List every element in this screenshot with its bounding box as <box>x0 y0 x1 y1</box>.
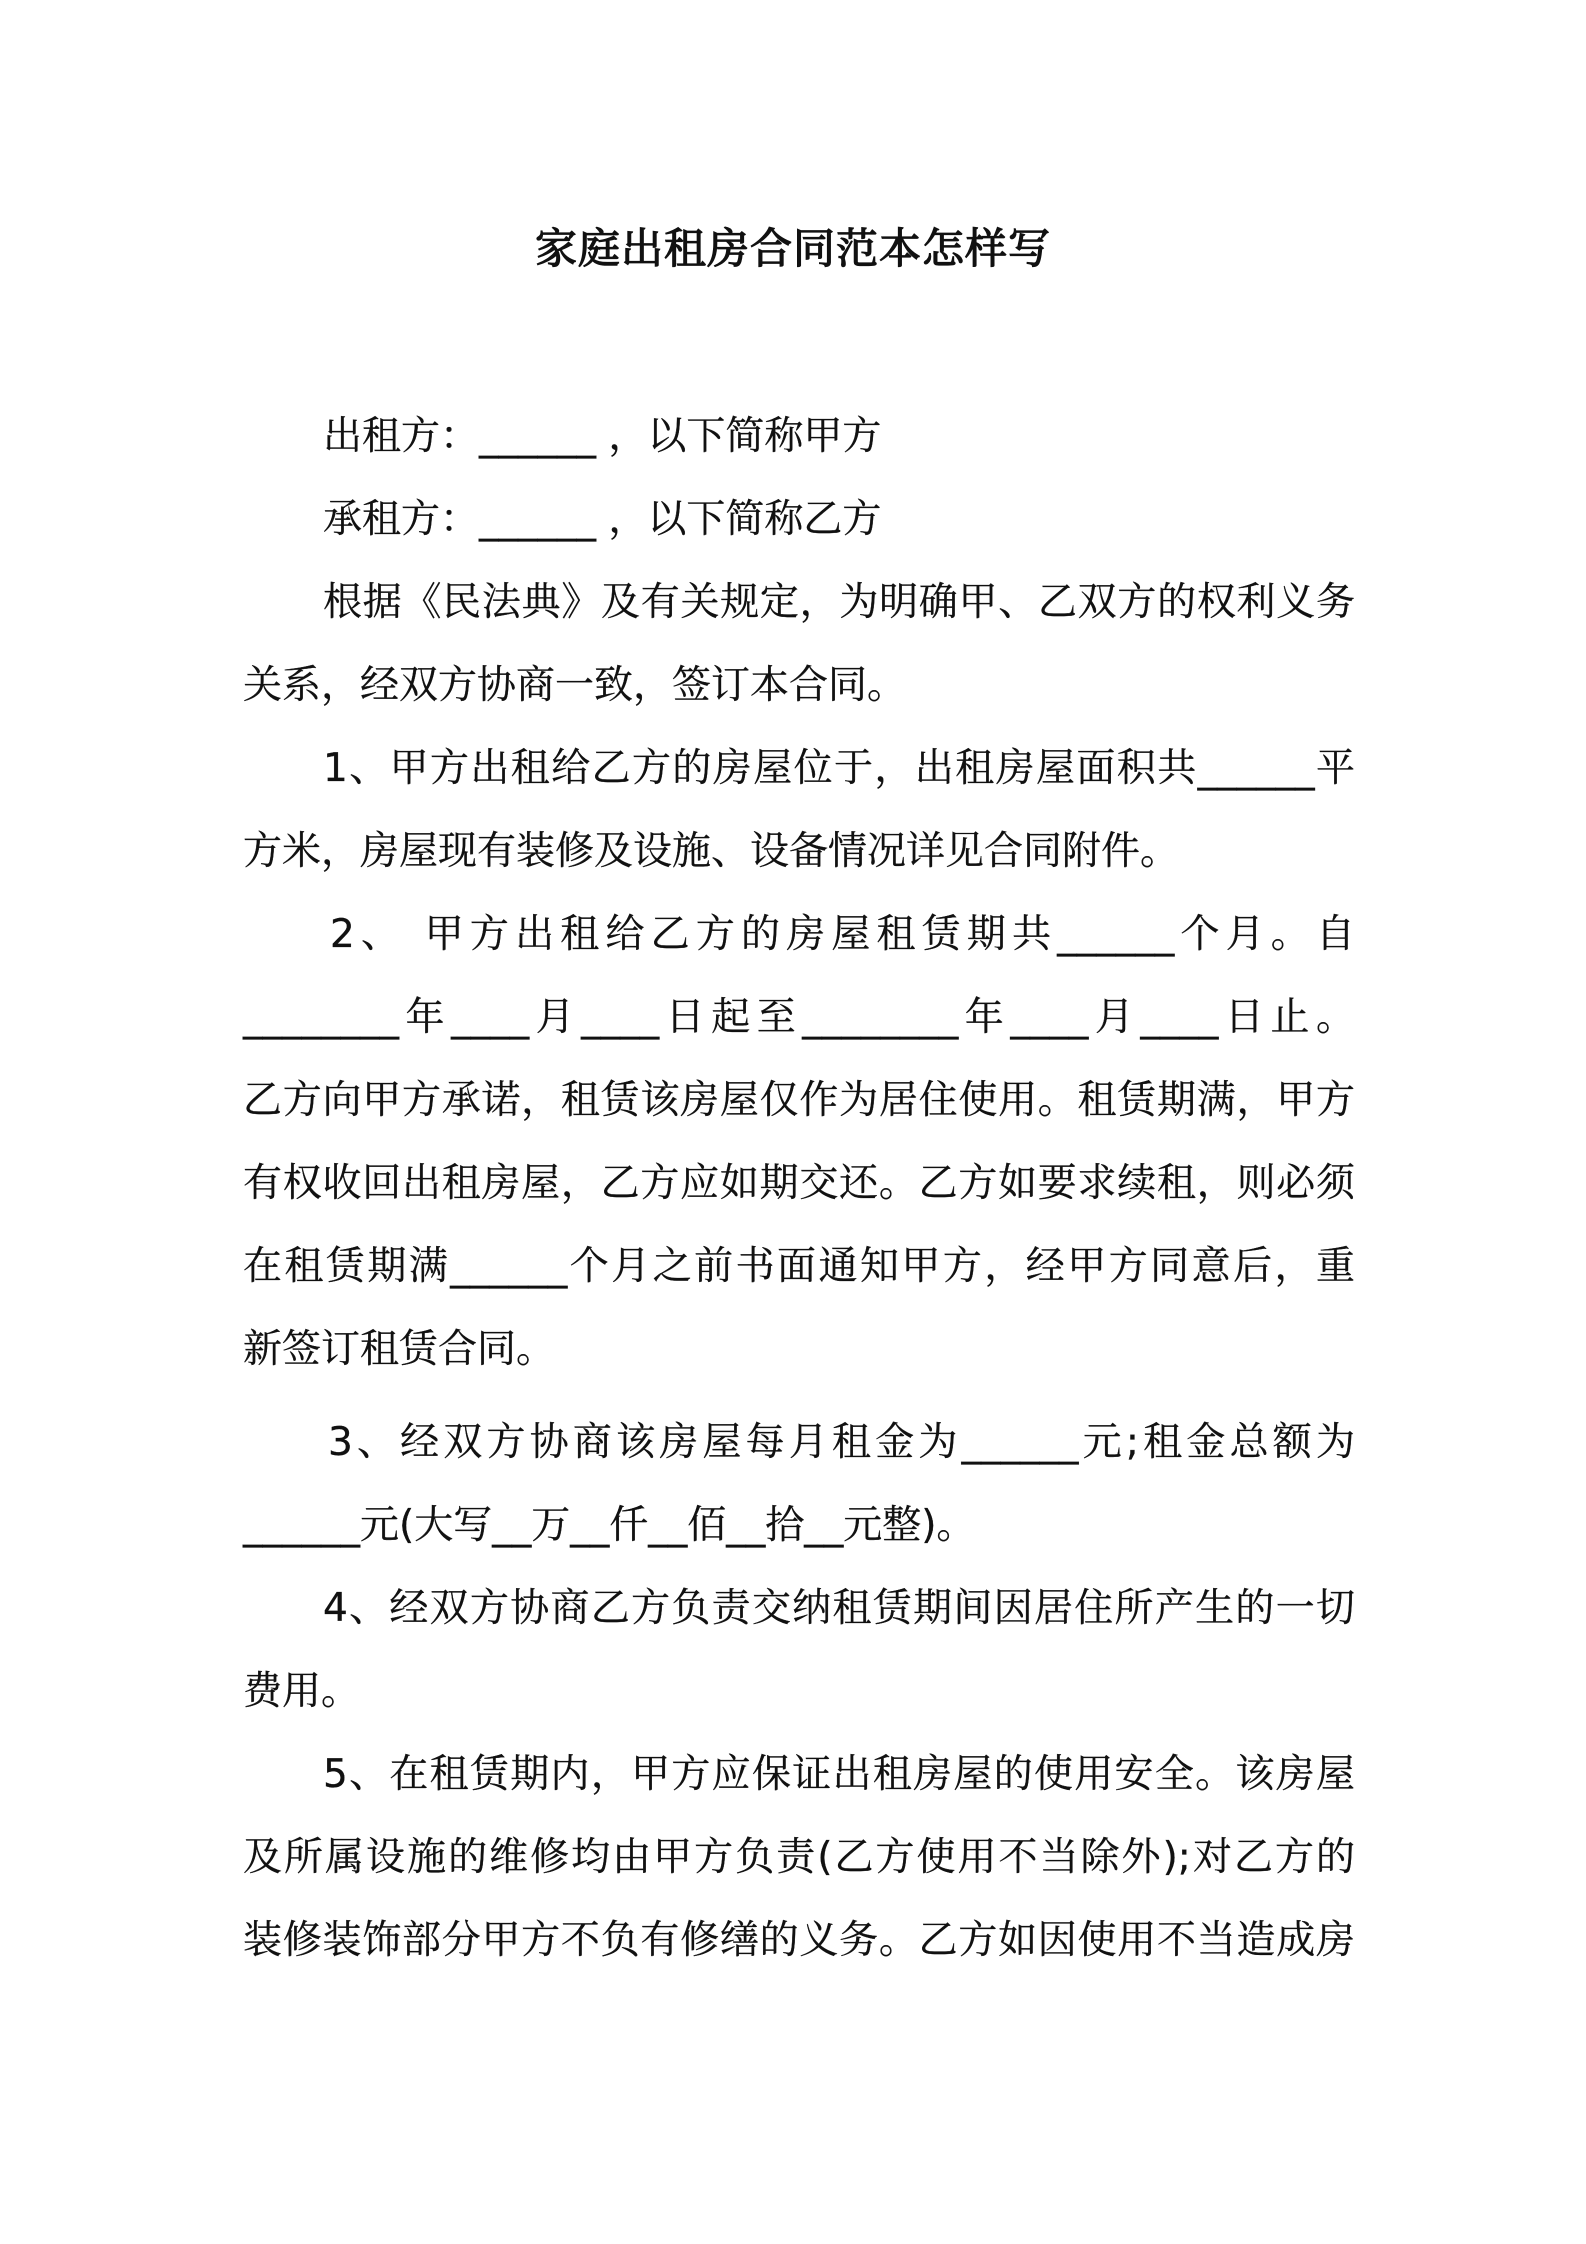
paragraph-line: 关系，经双方协商一致，签订本合同。 <box>243 663 907 708</box>
paragraph-line: 乙方向甲方承诺，租赁该房屋仅作为居住使用。租赁期满，甲方 <box>243 1078 1355 1123</box>
paragraph-line: 装修装饰部分甲方不负有修缮的义务。乙方如因使用不当造成房 <box>243 1918 1355 1963</box>
document-title: 家庭出租房合同范本怎样写 <box>534 224 1051 273</box>
paragraph-line: 新签订租赁合同。 <box>243 1327 556 1372</box>
paragraph-line: 及所属设施的维修均由甲方负责(乙方使用不当除外);对乙方的 <box>243 1835 1355 1880</box>
lessee-line: 承租方：______ ，以下简称乙方 <box>323 497 882 542</box>
paragraph-line: 3、经双方协商该房屋每月租金为______元;租金总额为 <box>328 1420 1355 1465</box>
paragraph-line: 根据《民法典》及有关规定，为明确甲、乙双方的权利义务 <box>323 580 1355 625</box>
paragraph-line: 5、在租赁期内，甲方应保证出租房屋的使用安全。该房屋 <box>323 1752 1355 1797</box>
paragraph-line: 费用。 <box>243 1669 361 1714</box>
paragraph-line: ______元(大写__万__仟__佰__拾__元整)。 <box>243 1503 976 1548</box>
paragraph-line: 有权收回出租房屋，乙方应如期交还。乙方如要求续租，则必须 <box>243 1161 1355 1206</box>
paragraph-line: ________年____月____日起至________年____月____日止。 <box>243 995 1355 1040</box>
paragraph-line: 方米，房屋现有装修及设施、设备情况详见合同附件。 <box>243 829 1180 874</box>
paragraph-line: 2、 甲方出租给乙方的房屋租赁期共______个月。自 <box>330 912 1355 957</box>
lessor-line: 出租方：______ ，以下简称甲方 <box>323 414 882 459</box>
paragraph-line: 4、经双方协商乙方负责交纳租赁期间因居住所产生的一切 <box>323 1586 1355 1631</box>
paragraph-line: 在租赁期满______个月之前书面通知甲方，经甲方同意后，重 <box>243 1244 1355 1289</box>
paragraph-line: 1、甲方出租给乙方的房屋位于，出租房屋面积共______平 <box>323 746 1355 791</box>
